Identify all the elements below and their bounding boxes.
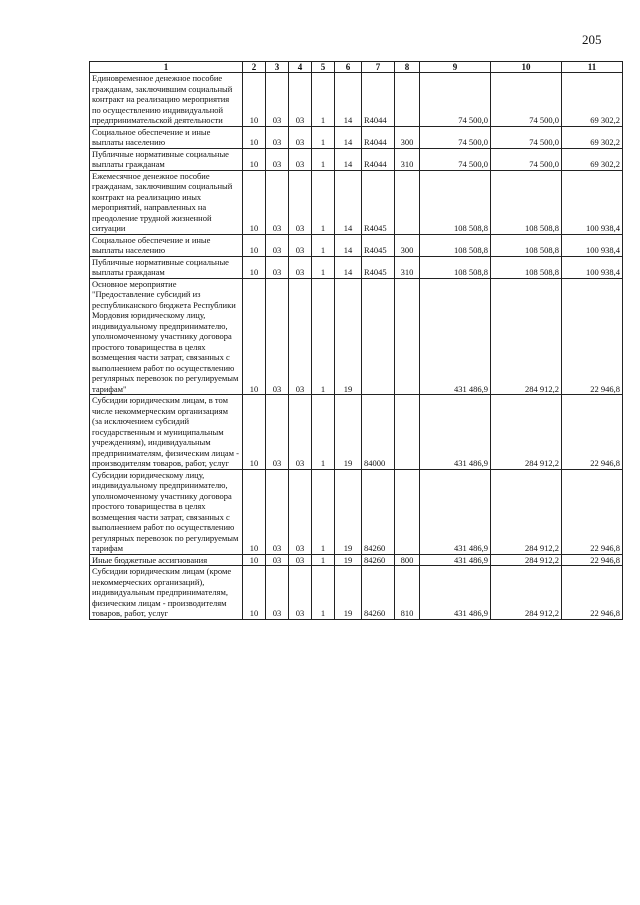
cell-c8: 300 xyxy=(395,234,420,256)
cell-c11: 22 946,8 xyxy=(562,554,623,566)
header-col-10: 10 xyxy=(491,62,562,73)
header-col-4: 4 xyxy=(289,62,312,73)
cell-c3: 03 xyxy=(266,395,289,470)
table-row xyxy=(90,469,623,554)
row-name: Иные бюджетные ассигнования xyxy=(90,554,243,566)
cell-c2: 10 xyxy=(243,566,266,620)
cell-c4: 03 xyxy=(289,469,312,554)
cell-c5: 1 xyxy=(312,234,335,256)
cell-c9: 74 500,0 xyxy=(420,148,491,170)
cell-c11: 22 946,8 xyxy=(562,395,623,470)
header-row xyxy=(90,62,623,73)
cell-c6: 19 xyxy=(335,278,362,395)
cell-c9: 74 500,0 xyxy=(420,73,491,127)
header-col-7: 7 xyxy=(362,62,395,73)
cell-c10: 108 508,8 xyxy=(491,170,562,234)
cell-c6: 14 xyxy=(335,126,362,148)
cell-c3: 03 xyxy=(266,234,289,256)
cell-c7: R4045 xyxy=(362,256,395,278)
cell-c11: 69 302,2 xyxy=(562,126,623,148)
cell-c5: 1 xyxy=(312,256,335,278)
cell-c5: 1 xyxy=(312,148,335,170)
header-col-1: 1 xyxy=(90,62,243,73)
cell-c4: 03 xyxy=(289,554,312,566)
cell-c10: 108 508,8 xyxy=(491,234,562,256)
cell-c6: 14 xyxy=(335,148,362,170)
cell-c3: 03 xyxy=(266,554,289,566)
table-row xyxy=(90,73,623,127)
cell-c5: 1 xyxy=(312,126,335,148)
row-name: Субсидии юридическим лицам (кроме некоммерческих организаций), индивидуальным предпринимателям, физическим лицам - производителям товаров, работ, услуг xyxy=(90,566,243,620)
table-row xyxy=(90,256,623,278)
table-row xyxy=(90,554,623,566)
cell-c10: 284 912,2 xyxy=(491,566,562,620)
cell-c2: 10 xyxy=(243,170,266,234)
cell-c2: 10 xyxy=(243,234,266,256)
cell-c9: 431 486,9 xyxy=(420,469,491,554)
header-col-11: 11 xyxy=(562,62,623,73)
cell-c9: 431 486,9 xyxy=(420,554,491,566)
cell-c8 xyxy=(395,73,420,127)
cell-c4: 03 xyxy=(289,73,312,127)
cell-c4: 03 xyxy=(289,395,312,470)
cell-c3: 03 xyxy=(266,126,289,148)
cell-c6: 14 xyxy=(335,73,362,127)
table-row xyxy=(90,170,623,234)
cell-c8 xyxy=(395,170,420,234)
cell-c3: 03 xyxy=(266,170,289,234)
cell-c2: 10 xyxy=(243,278,266,395)
cell-c4: 03 xyxy=(289,234,312,256)
cell-c7: 84000 xyxy=(362,395,395,470)
cell-c10: 284 912,2 xyxy=(491,395,562,470)
table-body xyxy=(90,73,623,620)
cell-c8: 800 xyxy=(395,554,420,566)
cell-c11: 100 938,4 xyxy=(562,256,623,278)
budget-table xyxy=(89,61,623,620)
header-col-6: 6 xyxy=(335,62,362,73)
cell-c6: 19 xyxy=(335,566,362,620)
cell-c4: 03 xyxy=(289,148,312,170)
cell-c9: 431 486,9 xyxy=(420,395,491,470)
cell-c6: 14 xyxy=(335,256,362,278)
cell-c10: 284 912,2 xyxy=(491,554,562,566)
cell-c7 xyxy=(362,278,395,395)
row-name: Субсидии юридическим лицам, в том числе некоммерческим организациям (за исключением субсидий государственным и муниципальным учреждениям), индивидуальным предпринимателям, физическим лицам - производителям товаров, работ, услуг xyxy=(90,395,243,470)
cell-c11: 69 302,2 xyxy=(562,148,623,170)
cell-c11: 22 946,8 xyxy=(562,566,623,620)
cell-c7: R4044 xyxy=(362,73,395,127)
row-name: Единовременное денежное пособие гражданам, заключившим социальный контракт на реализацию мероприятия по осуществлению индивидуальной предпринимательской деятельности xyxy=(90,73,243,127)
cell-c2: 10 xyxy=(243,148,266,170)
cell-c4: 03 xyxy=(289,256,312,278)
cell-c7: 84260 xyxy=(362,566,395,620)
cell-c2: 10 xyxy=(243,395,266,470)
cell-c6: 19 xyxy=(335,395,362,470)
cell-c4: 03 xyxy=(289,170,312,234)
cell-c10: 284 912,2 xyxy=(491,469,562,554)
table-row xyxy=(90,148,623,170)
table-row xyxy=(90,126,623,148)
row-name: Публичные нормативные социальные выплаты гражданам xyxy=(90,148,243,170)
table-row xyxy=(90,234,623,256)
row-name: Субсидии юридическому лицу, индивидуальному предпринимателю, уполномоченному участнику договора простого товарищества в целях возмещения части затрат, связанных с выполнением работ по осуществлению регулярных перевозок по регулируемым тарифам xyxy=(90,469,243,554)
cell-c11: 69 302,2 xyxy=(562,73,623,127)
cell-c9: 108 508,8 xyxy=(420,256,491,278)
cell-c9: 108 508,8 xyxy=(420,234,491,256)
cell-c6: 14 xyxy=(335,234,362,256)
cell-c2: 10 xyxy=(243,73,266,127)
cell-c5: 1 xyxy=(312,73,335,127)
cell-c8: 310 xyxy=(395,148,420,170)
cell-c9: 108 508,8 xyxy=(420,170,491,234)
row-name: Социальное обеспечение и иные выплаты населению xyxy=(90,234,243,256)
cell-c6: 14 xyxy=(335,170,362,234)
cell-c10: 74 500,0 xyxy=(491,126,562,148)
cell-c7: 84260 xyxy=(362,469,395,554)
header-col-9: 9 xyxy=(420,62,491,73)
table-row xyxy=(90,395,623,470)
cell-c4: 03 xyxy=(289,126,312,148)
cell-c8 xyxy=(395,278,420,395)
cell-c8: 300 xyxy=(395,126,420,148)
cell-c10: 108 508,8 xyxy=(491,256,562,278)
cell-c8: 310 xyxy=(395,256,420,278)
cell-c6: 19 xyxy=(335,554,362,566)
header-col-3: 3 xyxy=(266,62,289,73)
cell-c3: 03 xyxy=(266,256,289,278)
cell-c10: 74 500,0 xyxy=(491,73,562,127)
cell-c11: 100 938,4 xyxy=(562,170,623,234)
cell-c3: 03 xyxy=(266,73,289,127)
cell-c4: 03 xyxy=(289,278,312,395)
cell-c10: 284 912,2 xyxy=(491,278,562,395)
cell-c5: 1 xyxy=(312,170,335,234)
cell-c3: 03 xyxy=(266,469,289,554)
cell-c2: 10 xyxy=(243,126,266,148)
table-row xyxy=(90,278,623,395)
cell-c7: R4044 xyxy=(362,126,395,148)
header-col-8: 8 xyxy=(395,62,420,73)
cell-c5: 1 xyxy=(312,469,335,554)
cell-c6: 19 xyxy=(335,469,362,554)
cell-c11: 22 946,8 xyxy=(562,469,623,554)
cell-c7: R4045 xyxy=(362,234,395,256)
cell-c7: R4044 xyxy=(362,148,395,170)
cell-c2: 10 xyxy=(243,256,266,278)
cell-c5: 1 xyxy=(312,554,335,566)
cell-c8: 810 xyxy=(395,566,420,620)
cell-c11: 22 946,8 xyxy=(562,278,623,395)
row-name: Социальное обеспечение и иные выплаты населению xyxy=(90,126,243,148)
cell-c8 xyxy=(395,395,420,470)
cell-c8 xyxy=(395,469,420,554)
cell-c2: 10 xyxy=(243,469,266,554)
cell-c5: 1 xyxy=(312,395,335,470)
cell-c7: 84260 xyxy=(362,554,395,566)
cell-c9: 431 486,9 xyxy=(420,566,491,620)
cell-c3: 03 xyxy=(266,278,289,395)
cell-c10: 74 500,0 xyxy=(491,148,562,170)
table-row xyxy=(90,566,623,620)
row-name: Ежемесячное денежное пособие гражданам, заключившим социальный контракт на реализацию иных мероприятий, направленных на преодоление трудной жизненной ситуации xyxy=(90,170,243,234)
cell-c11: 100 938,4 xyxy=(562,234,623,256)
cell-c3: 03 xyxy=(266,148,289,170)
cell-c9: 74 500,0 xyxy=(420,126,491,148)
header-col-5: 5 xyxy=(312,62,335,73)
page-number: 205 xyxy=(582,32,602,47)
header-col-2: 2 xyxy=(243,62,266,73)
cell-c5: 1 xyxy=(312,278,335,395)
cell-c4: 03 xyxy=(289,566,312,620)
row-name: Основное мероприятие "Предоставление субсидий из республиканского бюджета Республики Мордовия юридическому лицу, индивидуальному предпринимателю, уполномоченному участнику договора простого товарищества в целях возмещения части затрат, связанных с выполнением работ по осуществлению регулярных перевозок по регулируемым тарифам" xyxy=(90,278,243,395)
cell-c7: R4045 xyxy=(362,170,395,234)
row-name: Публичные нормативные социальные выплаты гражданам xyxy=(90,256,243,278)
cell-c2: 10 xyxy=(243,554,266,566)
cell-c5: 1 xyxy=(312,566,335,620)
cell-c9: 431 486,9 xyxy=(420,278,491,395)
cell-c3: 03 xyxy=(266,566,289,620)
